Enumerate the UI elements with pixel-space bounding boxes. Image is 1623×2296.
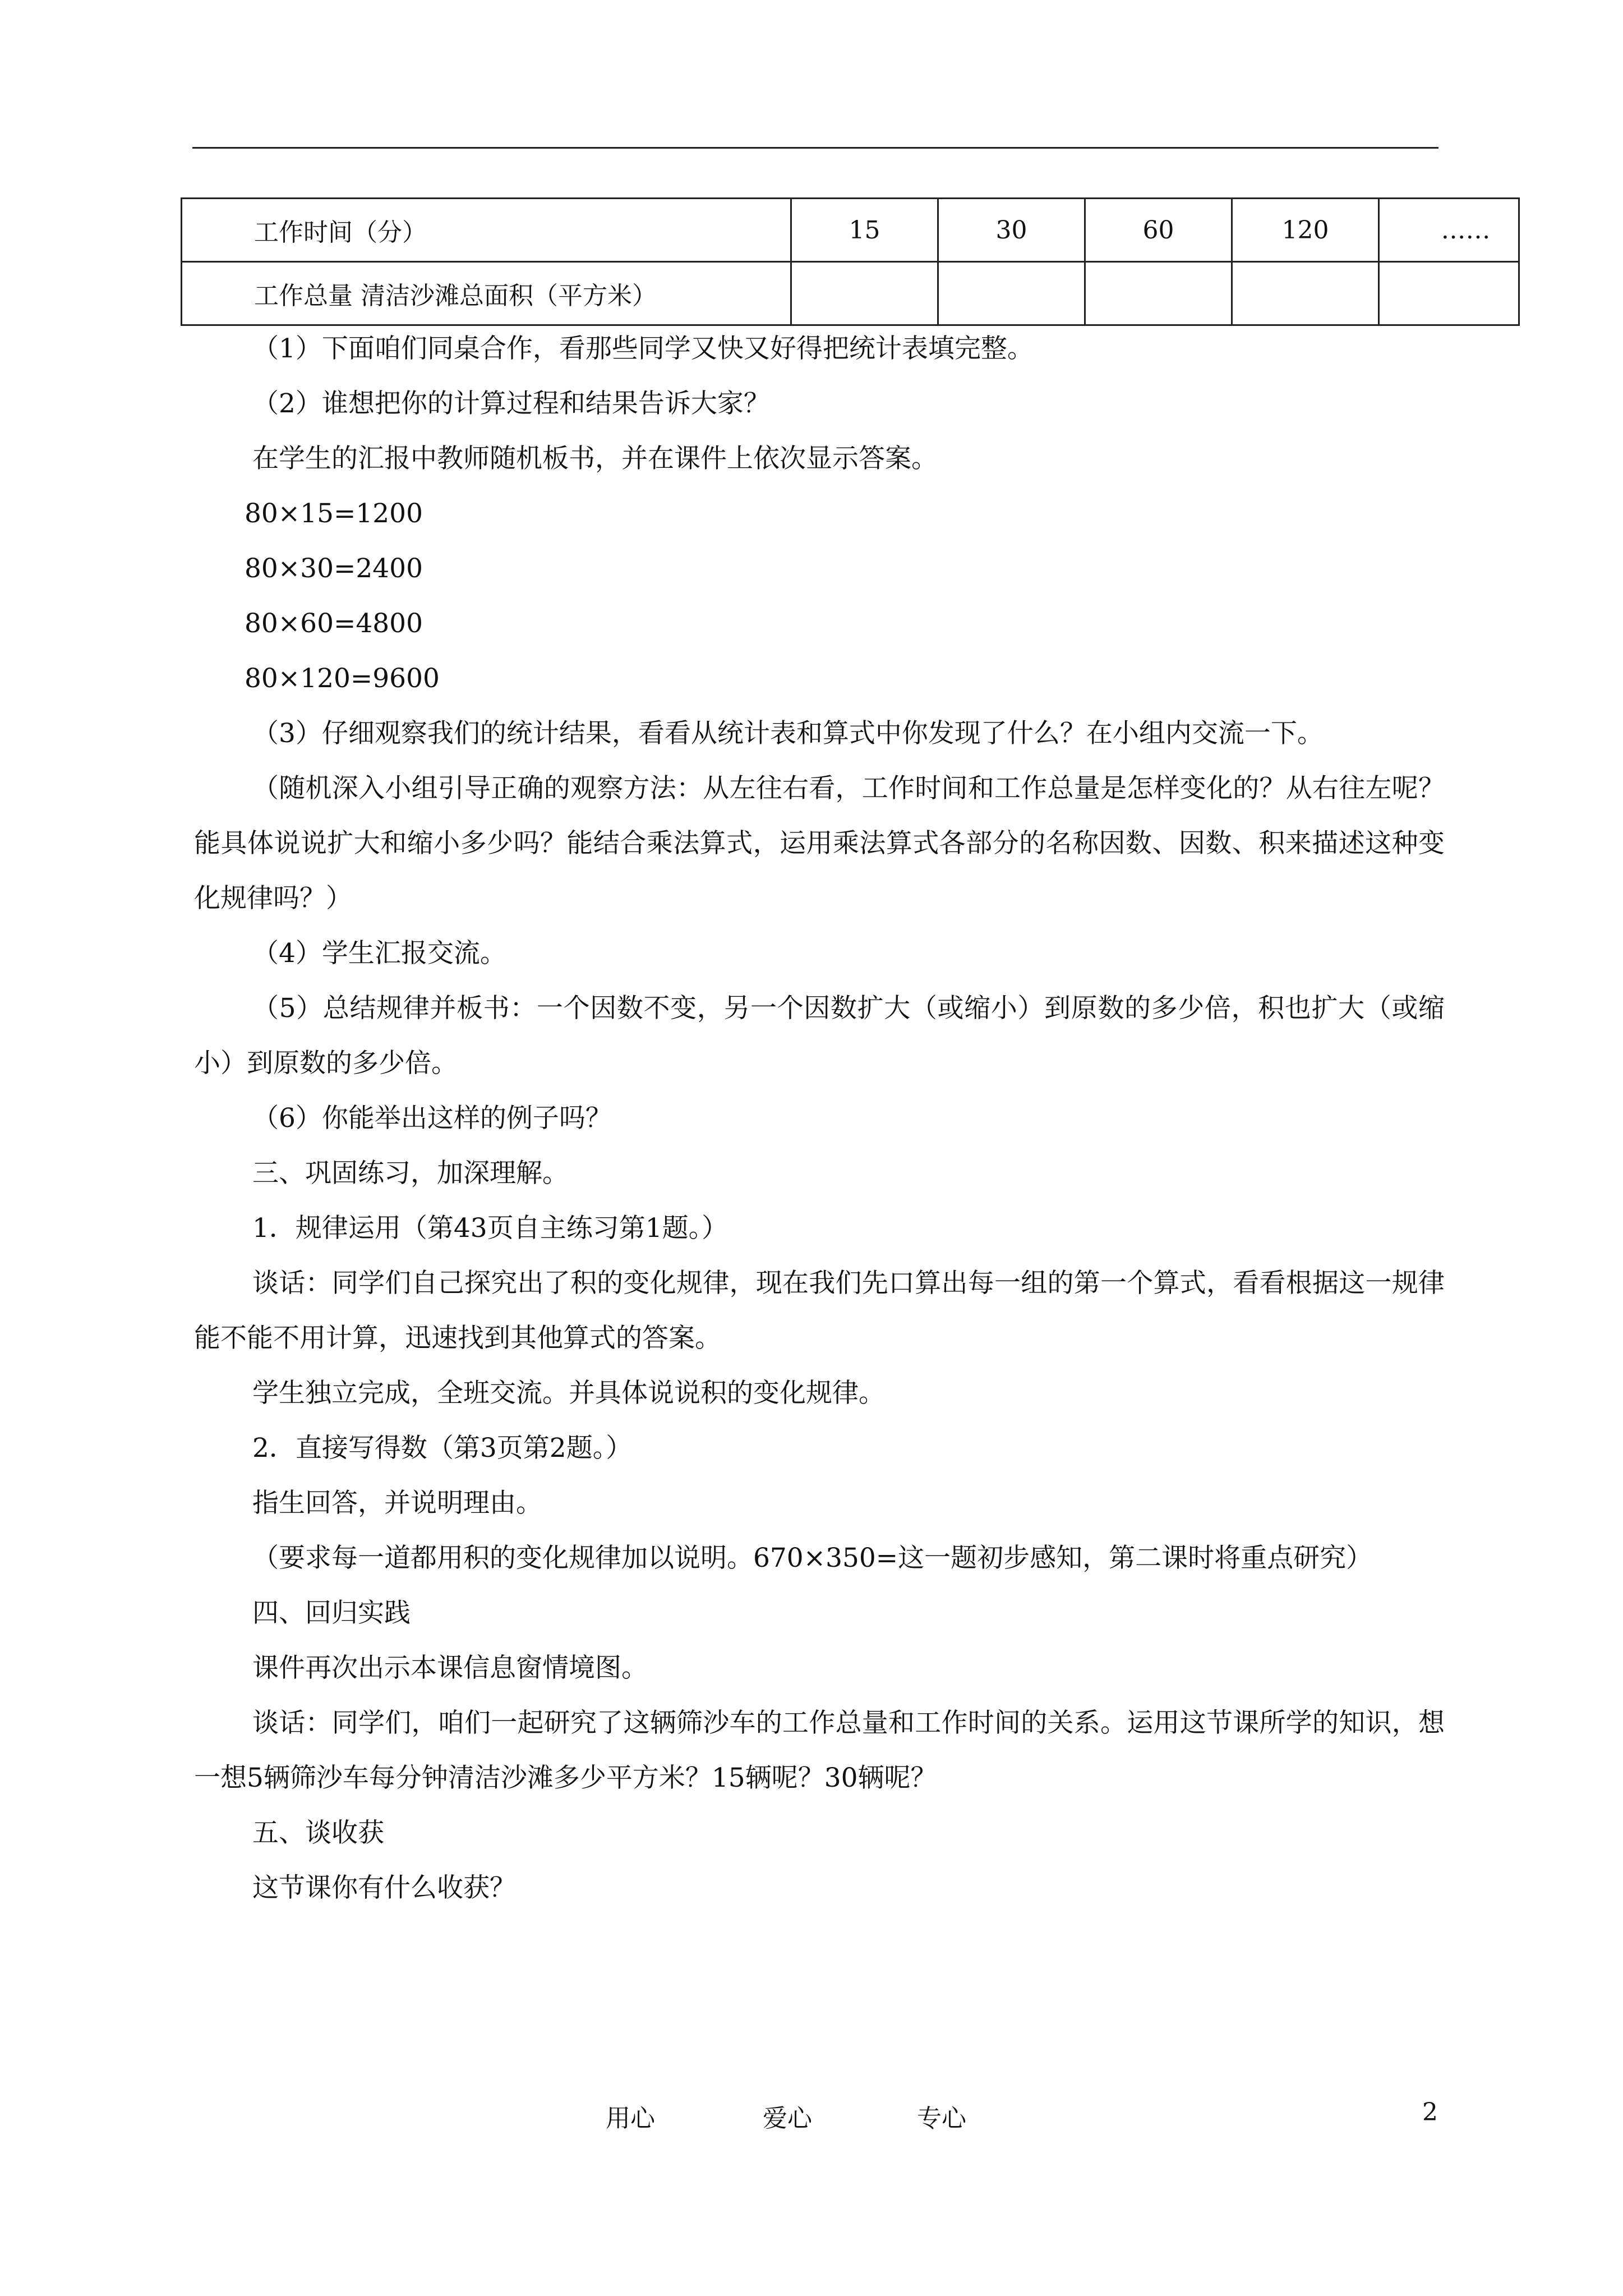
paragraph: 在学生的汇报中教师随机板书，并在课件上依次显示答案。 [252,443,938,474]
paragraph: （要求每一道都用积的变化规律加以说明。670×350=这一题初步感知，第二课时将重点研究） [252,1543,1373,1573]
paragraph: （2）谁想把你的计算过程和结果告诉大家？ [252,388,770,419]
paragraph: （1）下面咱们同桌合作，看那些同学又快又好得把统计表填完整。 [252,333,1034,364]
table-cell [1379,262,1519,325]
paragraph: 1．规律运用（第43页自主练习第1题。） [252,1213,728,1244]
paragraph: 谈话：同学们自己探究出了积的变化规律，现在我们先口算出每一组的第一个算式，看看根据这一规律能不能不用计算，迅速找到其他算式的答案。 [194,1268,1445,1354]
equation: 80×30=2400 [245,553,423,584]
paragraph: （4）学生汇报交流。 [252,938,506,969]
table-row-work-time [182,199,1519,262]
page-number: 2 [1422,2098,1438,2127]
paragraph: （6）你能举出这样的例子吗？ [252,1103,612,1134]
footer-motto: 专心 [917,2104,966,2133]
data-table [181,197,1520,326]
paragraph: （3）仔细观察我们的统计结果，看看从统计表和算式中你发现了什么？在小组内交流一下。 [252,718,1324,749]
equation: 80×60=4800 [245,608,423,639]
paragraph: 学生独立完成，全班交流。并具体说说积的变化规律。 [252,1378,885,1409]
section-heading: 五、谈收获 [252,1818,384,1848]
table-cell [1232,262,1379,325]
paragraph: 2．直接写得数（第3页第2题。） [252,1433,633,1464]
table-cell [938,262,1085,325]
table-cell [1085,262,1232,325]
equation: 80×15=1200 [245,498,423,529]
table-cell: 15 [791,199,938,262]
header-rule [192,147,1438,149]
paragraph: （5）总结规律并板书：一个因数不变，另一个因数扩大（或缩小）到原数的多少倍，积也扩大（或缩小）到原数的多少倍。 [194,993,1445,1079]
section-heading: 三、巩固练习，加深理解。 [252,1158,569,1189]
table-row-label: 工作时间（分） [182,199,791,262]
body-text [194,321,1445,1916]
footer-motto: 爱心 [763,2104,812,2133]
table-cell: 120 [1232,199,1379,262]
equation: 80×120=9600 [245,663,440,694]
paragraph: 这节课你有什么收获？ [252,1872,516,1903]
paragraph: 谈话：同学们，咱们一起研究了这辆筛沙车的工作总量和工作时间的关系。运用这节课所学的知识，想一想5辆筛沙车每分钟清洁沙滩多少平方米？15辆呢？30辆呢？ [194,1708,1445,1793]
table-cell [791,262,938,325]
paragraph: （随机深入小组引导正确的观察方法：从左往右看，工作时间和工作总量是怎样变化的？从右往左呢？能具体说说扩大和缩小多少吗？能结合乘法算式，运用乘法算式各部分的名称因数、因数、积来描述这种变化规律吗？） [194,773,1445,914]
table-cell: 30 [938,199,1085,262]
table-cell: 60 [1085,199,1232,262]
table-row-label: 工作总量 清洁沙滩总面积（平方米） [182,262,791,325]
table-cell: …… [1379,199,1519,262]
paragraph: 指生回答，并说明理由。 [252,1488,542,1519]
paragraph: 课件再次出示本课信息窗情境图。 [252,1653,648,1683]
section-heading: 四、回归实践 [252,1598,411,1628]
table-row-total-area [182,262,1519,325]
footer-motto: 用心 [606,2104,655,2133]
